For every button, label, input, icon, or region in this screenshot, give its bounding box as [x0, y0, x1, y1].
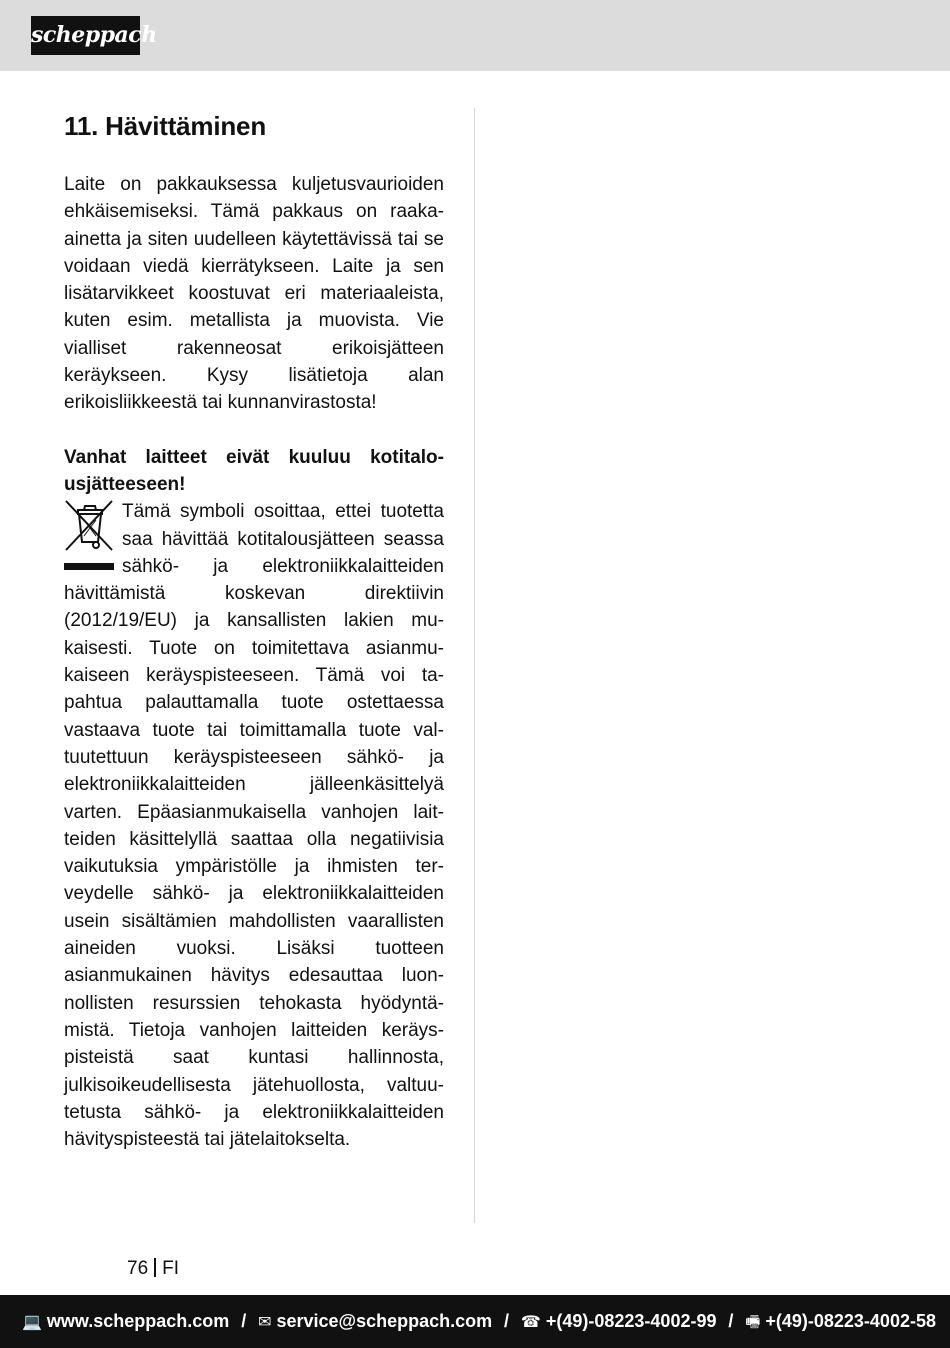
page-number-separator [154, 1258, 156, 1277]
old-devices-heading: Vanhat laitteet eivät kuuluu kotitalousjätteeseen! [64, 446, 444, 495]
footer-fax: 🖷 +(49)-08223-4002-58 [745, 1310, 936, 1331]
disposal-section [64, 108, 444, 1153]
page-number [127, 1255, 179, 1282]
crossed-out-wheelie-bin-icon [64, 498, 116, 573]
column-divider [474, 108, 475, 1223]
footer-website[interactable]: 💻 www.scheppach.com [22, 1310, 230, 1331]
page-footer [0, 1295, 950, 1348]
footer-contact-line [22, 1295, 936, 1348]
section-title: 11. Hävittäminen [64, 111, 266, 141]
packaging-paragraph: Laite on pakkauksessa kuljetusvaurioiden ehkäisemiseksi. Tämä pakkaus on raaka-ainetta ja siten uudelleen käytettävissä tai se voidaan viedä kierrätykseen. Laite ja sen lisätarvikkeet koostuvat eri materiaaleista, kuten esim. metallista ja muovista. Vie vialliset rakenneosat erikoisjätteen keräykseen. Kysy lisätietoja alan erikoisliikkeestä tai kunnanvirastosta! [64, 174, 444, 414]
computer-icon: 💻 [22, 1313, 42, 1331]
scheppach-logo: scheppach [31, 16, 140, 55]
footer-separator: / [728, 1311, 734, 1331]
phone-icon: ☎ [520, 1313, 541, 1331]
fax-icon: 🖷 [745, 1313, 761, 1331]
page-header [0, 0, 950, 71]
footer-separator: / [504, 1311, 510, 1331]
footer-phone[interactable]: ☎ +(49)-08223-4002-99 [520, 1310, 717, 1331]
mail-icon: ✉ [258, 1313, 272, 1331]
footer-email[interactable]: ✉ service@scheppach.com [258, 1310, 493, 1331]
footer-separator: / [241, 1311, 247, 1331]
weee-paragraph: Tämä symboli osoittaa, ettei tuotetta saa hävittää kotitalousjätteen seassa sähkö- ja elektroniikkalaitteiden hävittämistä koskevan direktiivin (2012/19/EU) ja kansallisten lakien mukaisesti. Tuote on toimitettava asianmukaiseen keräyspisteeseen. Tämä voi tapahtua palauttamalla tuote ostettaessa vastaava tuote tai toimittamalla tuote valtuutettuun keräyspisteeseen sähkö- ja elektroniikkalaitteiden jälleenkäsittelyä varten. Epäasianmukaisella vanhojen laitteiden käsittelyllä saattaa olla negatiivisia vaikutuksia ympäristölle ja ihmisten terveydelle sähkö- ja elektroniikkalaitteiden usein sisältämien mahdollisten vaarallisten aineiden vuoksi. Lisäksi tuotteen asianmukainen hävitys edesauttaa luonnollisten resurssien tehokasta hyödyntämistä. Tietoja vanhojen laitteiden keräyspisteistä saat kuntasi hallinnosta, julkisoikeudellisesta jätehuollosta, valtuutetusta sähkö- ja elektroniikkalaitteiden hävityspisteestä tai jätelaitokselta. [64, 501, 444, 1151]
page-number-value: 76 [127, 1258, 149, 1279]
page-language: FI [162, 1258, 180, 1279]
